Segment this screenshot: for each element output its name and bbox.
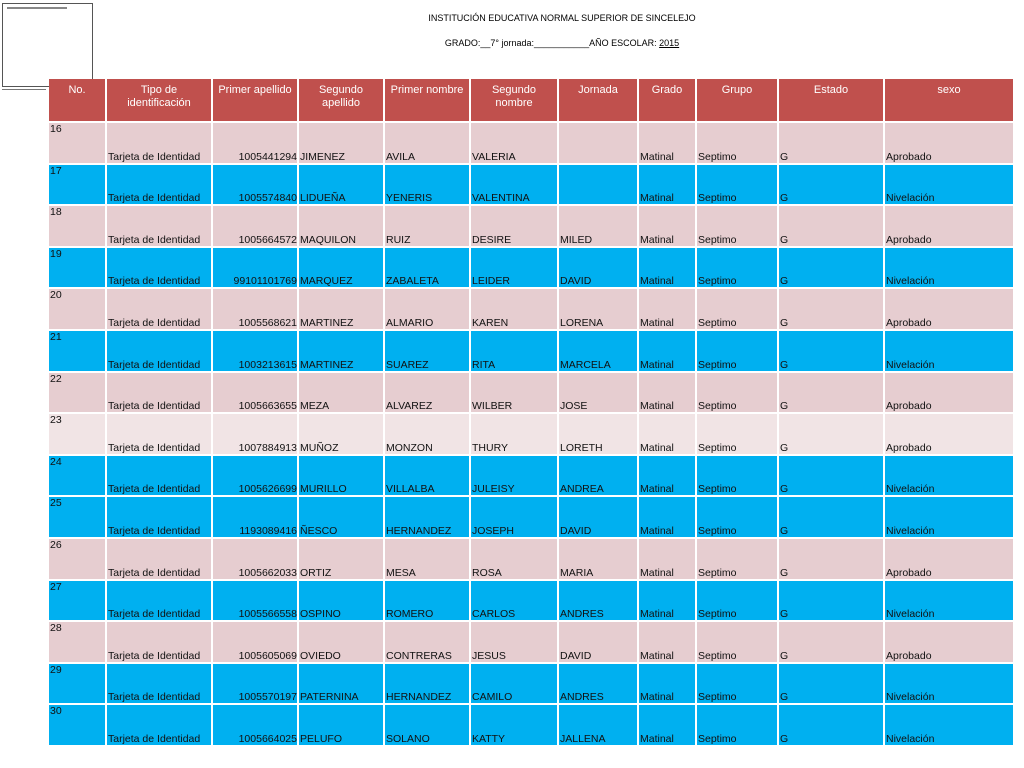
- cell-estado: Aprobado: [885, 373, 1013, 413]
- cell-primer-apellido: MURILLO: [299, 456, 383, 496]
- cell-segundo-nombre: ANDREA: [559, 456, 637, 496]
- col-header-primer-apellido[interactable]: Primer apellido: [213, 79, 297, 121]
- cell-primer-nombre: WILBER: [471, 373, 557, 413]
- cell-grupo: G: [779, 664, 883, 704]
- cell-grupo: G: [779, 705, 883, 745]
- grado-value: __7°: [480, 38, 499, 48]
- cell-tipo-identificacion: Tarjeta de Identidad: [107, 705, 211, 745]
- cell-segundo-nombre: ANDRES: [559, 664, 637, 704]
- cell-grado: Septimo: [697, 456, 777, 496]
- cell-segundo-apellido: MONZON: [385, 414, 469, 454]
- cell-grupo: G: [779, 206, 883, 246]
- cell-id-number: 1005574840: [213, 165, 297, 205]
- cell-id-number: 1007884913: [213, 414, 297, 454]
- cell-estado: Nivelación: [885, 664, 1013, 704]
- cell-id-number: 1193089416: [213, 497, 297, 537]
- cell-segundo-apellido: VILLALBA: [385, 456, 469, 496]
- cell-estado: Aprobado: [885, 622, 1013, 662]
- cell-segundo-nombre: JOSE: [559, 373, 637, 413]
- table-row[interactable]: [49, 206, 1013, 246]
- cell-segundo-nombre: DAVID: [559, 497, 637, 537]
- table-row[interactable]: [49, 456, 1013, 496]
- jornada-value: ___________: [534, 38, 590, 48]
- cell-estado: Nivelación: [885, 456, 1013, 496]
- cell-segundo-apellido: AVILA: [385, 123, 469, 163]
- cell-segundo-apellido: HERNANDEZ: [385, 497, 469, 537]
- cell-primer-nombre: VALENTINA: [471, 165, 557, 205]
- cell-id-number: 1003213615: [213, 331, 297, 371]
- table-row[interactable]: [49, 705, 1013, 745]
- cell-segundo-apellido: ROMERO: [385, 581, 469, 621]
- cell-no: 30: [49, 705, 105, 745]
- cell-id-number: 1005626699: [213, 456, 297, 496]
- cell-primer-apellido: MEZA: [299, 373, 383, 413]
- cell-jornada: Matinal: [639, 622, 695, 662]
- table-row[interactable]: [49, 414, 1013, 454]
- col-header-segundo-nombre[interactable]: Segundo nombre: [471, 79, 557, 121]
- cell-segundo-nombre: JALLENA: [559, 705, 637, 745]
- cell-no: 28: [49, 622, 105, 662]
- cell-primer-nombre: KATTY: [471, 705, 557, 745]
- cell-primer-apellido: PATERNINA: [299, 664, 383, 704]
- cell-jornada: Matinal: [639, 664, 695, 704]
- cell-segundo-apellido: MESA: [385, 539, 469, 579]
- jornada-label: jornada:: [498, 38, 535, 48]
- cell-primer-nombre: RITA: [471, 331, 557, 371]
- cell-primer-nombre: JESUS: [471, 622, 557, 662]
- cell-segundo-apellido: HERNANDEZ: [385, 664, 469, 704]
- cell-grado: Septimo: [697, 705, 777, 745]
- cell-primer-nombre: DESIRE: [471, 206, 557, 246]
- cell-grado: Septimo: [697, 414, 777, 454]
- table-row[interactable]: [49, 497, 1013, 537]
- cell-segundo-nombre: DAVID: [559, 248, 637, 288]
- col-header-estado[interactable]: Estado: [779, 79, 883, 121]
- cell-primer-apellido: OSPINO: [299, 581, 383, 621]
- cell-estado: Nivelación: [885, 165, 1013, 205]
- cell-tipo-identificacion: Tarjeta de Identidad: [107, 331, 211, 371]
- cell-id-number: 1005664572: [213, 206, 297, 246]
- table-row[interactable]: [49, 289, 1013, 329]
- cell-primer-apellido: ÑESCO: [299, 497, 383, 537]
- cell-no: 24: [49, 456, 105, 496]
- cell-segundo-apellido: SUAREZ: [385, 331, 469, 371]
- cell-no: 26: [49, 539, 105, 579]
- cell-grupo: G: [779, 165, 883, 205]
- cell-primer-apellido: ORTIZ: [299, 539, 383, 579]
- cell-id-number: 1005662033: [213, 539, 297, 579]
- table-row[interactable]: [49, 123, 1013, 163]
- cell-jornada: Matinal: [639, 539, 695, 579]
- institution-title: INSTITUCIÓN EDUCATIVA NORMAL SUPERIOR DE SINCELEJO: [428, 13, 696, 23]
- cell-primer-nombre: KAREN: [471, 289, 557, 329]
- cell-jornada: Matinal: [639, 373, 695, 413]
- cell-grupo: G: [779, 248, 883, 288]
- cell-primer-apellido: MUÑOZ: [299, 414, 383, 454]
- cell-tipo-identificacion: Tarjeta de Identidad: [107, 456, 211, 496]
- col-header-grado[interactable]: Grado: [639, 79, 695, 121]
- cell-primer-nombre: THURY: [471, 414, 557, 454]
- cell-primer-apellido: PELUFO: [299, 705, 383, 745]
- cell-tipo-identificacion: Tarjeta de Identidad: [107, 664, 211, 704]
- cell-id-number: 1005664025: [213, 705, 297, 745]
- cell-estado: Nivelación: [885, 581, 1013, 621]
- cell-primer-nombre: JOSEPH: [471, 497, 557, 537]
- table-header-row: [49, 79, 1013, 121]
- cell-no: 19: [49, 248, 105, 288]
- grade-line: [0, 38, 1024, 48]
- cell-grado: Septimo: [697, 123, 777, 163]
- cell-estado: Aprobado: [885, 539, 1013, 579]
- cell-no: 23: [49, 414, 105, 454]
- cell-jornada: Matinal: [639, 414, 695, 454]
- cell-segundo-nombre: [559, 165, 637, 205]
- cell-primer-nombre: CARLOS: [471, 581, 557, 621]
- cell-segundo-apellido: RUIZ: [385, 206, 469, 246]
- cell-grupo: G: [779, 539, 883, 579]
- cell-jornada: Matinal: [639, 123, 695, 163]
- cell-tipo-identificacion: Tarjeta de Identidad: [107, 622, 211, 662]
- year-label: AÑO ESCOLAR:: [589, 38, 660, 48]
- cell-estado: Aprobado: [885, 206, 1013, 246]
- cell-estado: Aprobado: [885, 123, 1013, 163]
- cell-estado: Nivelación: [885, 497, 1013, 537]
- cell-no: 27: [49, 581, 105, 621]
- cell-no: 29: [49, 664, 105, 704]
- cell-no: 18: [49, 206, 105, 246]
- cell-primer-nombre: LEIDER: [471, 248, 557, 288]
- cell-segundo-apellido: ZABALETA: [385, 248, 469, 288]
- students-table: [47, 77, 1015, 747]
- cell-primer-apellido: MARTINEZ: [299, 289, 383, 329]
- cell-id-number: 1005566558: [213, 581, 297, 621]
- cell-grado: Septimo: [697, 581, 777, 621]
- cell-tipo-identificacion: Tarjeta de Identidad: [107, 539, 211, 579]
- cell-primer-apellido: LIDUEÑA: [299, 165, 383, 205]
- cell-grupo: G: [779, 331, 883, 371]
- table-row[interactable]: [49, 373, 1013, 413]
- cell-grado: Septimo: [697, 289, 777, 329]
- cell-no: 21: [49, 331, 105, 371]
- table-row[interactable]: [49, 581, 1013, 621]
- cell-grado: Septimo: [697, 539, 777, 579]
- table-body: [49, 123, 1013, 745]
- cell-jornada: Matinal: [639, 581, 695, 621]
- table-row[interactable]: [49, 539, 1013, 579]
- cell-no: 20: [49, 289, 105, 329]
- cell-segundo-nombre: MILED: [559, 206, 637, 246]
- col-header-primer-nombre[interactable]: Primer nombre: [385, 79, 469, 121]
- cell-primer-apellido: MARTINEZ: [299, 331, 383, 371]
- cell-primer-nombre: ROSA: [471, 539, 557, 579]
- cell-jornada: Matinal: [639, 165, 695, 205]
- cell-id-number: 1005568621: [213, 289, 297, 329]
- cell-estado: Nivelación: [885, 248, 1013, 288]
- cell-estado: Aprobado: [885, 289, 1013, 329]
- cell-grupo: G: [779, 622, 883, 662]
- logo-text-line: [7, 7, 67, 9]
- cell-segundo-nombre: LORETH: [559, 414, 637, 454]
- col-header-sexo[interactable]: sexo: [885, 79, 1013, 121]
- cell-id-number: 1005663655: [213, 373, 297, 413]
- cell-no: 17: [49, 165, 105, 205]
- cell-no: 16: [49, 123, 105, 163]
- cell-segundo-nombre: ANDRES: [559, 581, 637, 621]
- cell-grado: Septimo: [697, 331, 777, 371]
- col-header-jornada[interactable]: Jornada: [559, 79, 637, 121]
- cell-jornada: Matinal: [639, 206, 695, 246]
- cell-id-number: 1005570197: [213, 664, 297, 704]
- cell-jornada: Matinal: [639, 289, 695, 329]
- cell-jornada: Matinal: [639, 248, 695, 288]
- cell-primer-apellido: JIMENEZ: [299, 123, 383, 163]
- cell-grupo: G: [779, 581, 883, 621]
- col-header-tipo[interactable]: Tipo de identificación: [107, 79, 211, 121]
- cell-grado: Septimo: [697, 248, 777, 288]
- cell-grado: Septimo: [697, 622, 777, 662]
- table-row[interactable]: [49, 248, 1013, 288]
- table-row[interactable]: [49, 165, 1013, 205]
- cell-grado: Septimo: [697, 165, 777, 205]
- col-header-segundo-apellido[interactable]: Segundo apellido: [299, 79, 383, 121]
- cell-tipo-identificacion: Tarjeta de Identidad: [107, 248, 211, 288]
- table-row[interactable]: [49, 331, 1013, 371]
- cell-jornada: Matinal: [639, 331, 695, 371]
- cell-segundo-apellido: CONTRERAS: [385, 622, 469, 662]
- cell-grado: Septimo: [697, 206, 777, 246]
- cell-tipo-identificacion: Tarjeta de Identidad: [107, 206, 211, 246]
- cell-estado: Nivelación: [885, 705, 1013, 745]
- cell-estado: Nivelación: [885, 331, 1013, 371]
- cell-id-number: 1005605069: [213, 622, 297, 662]
- cell-grupo: G: [779, 373, 883, 413]
- cell-grupo: G: [779, 497, 883, 537]
- cell-tipo-identificacion: Tarjeta de Identidad: [107, 373, 211, 413]
- grado-label: GRADO:: [444, 38, 481, 48]
- cell-grupo: G: [779, 289, 883, 329]
- cell-tipo-identificacion: Tarjeta de Identidad: [107, 165, 211, 205]
- cell-grado: Septimo: [697, 664, 777, 704]
- cell-segundo-nombre: LORENA: [559, 289, 637, 329]
- col-header-grupo[interactable]: Grupo: [697, 79, 777, 121]
- table-row[interactable]: [49, 622, 1013, 662]
- cell-segundo-apellido: ALVAREZ: [385, 373, 469, 413]
- cell-segundo-nombre: MARCELA: [559, 331, 637, 371]
- table-row[interactable]: [49, 664, 1013, 704]
- cell-primer-nombre: CAMILO: [471, 664, 557, 704]
- cell-segundo-nombre: DAVID: [559, 622, 637, 662]
- cell-grado: Septimo: [697, 373, 777, 413]
- cell-primer-apellido: MARQUEZ: [299, 248, 383, 288]
- year-value: 2015: [659, 38, 680, 48]
- cell-grupo: G: [779, 123, 883, 163]
- cell-no: 22: [49, 373, 105, 413]
- cell-id-number: 1005441294: [213, 123, 297, 163]
- cell-segundo-apellido: YENERIS: [385, 165, 469, 205]
- cell-estado: Aprobado: [885, 414, 1013, 454]
- cell-id-number: 99101101769: [213, 248, 297, 288]
- cell-tipo-identificacion: Tarjeta de Identidad: [107, 581, 211, 621]
- cell-grado: Septimo: [697, 497, 777, 537]
- cell-tipo-identificacion: Tarjeta de Identidad: [107, 289, 211, 329]
- cell-no: 25: [49, 497, 105, 537]
- cell-jornada: Matinal: [639, 497, 695, 537]
- cell-segundo-nombre: [559, 123, 637, 163]
- cell-tipo-identificacion: Tarjeta de Identidad: [107, 497, 211, 537]
- cell-tipo-identificacion: Tarjeta de Identidad: [107, 414, 211, 454]
- cell-segundo-apellido: SOLANO: [385, 705, 469, 745]
- cell-tipo-identificacion: Tarjeta de Identidad: [107, 123, 211, 163]
- cell-segundo-nombre: MARIA: [559, 539, 637, 579]
- cell-grupo: G: [779, 414, 883, 454]
- cell-segundo-apellido: ALMARIO: [385, 289, 469, 329]
- cell-jornada: Matinal: [639, 705, 695, 745]
- cell-primer-nombre: VALERIA: [471, 123, 557, 163]
- stamp-line: [2, 89, 46, 90]
- cell-primer-apellido: MAQUILON: [299, 206, 383, 246]
- cell-primer-apellido: OVIEDO: [299, 622, 383, 662]
- cell-jornada: Matinal: [639, 456, 695, 496]
- col-header-no[interactable]: No.: [49, 79, 105, 121]
- cell-grupo: G: [779, 456, 883, 496]
- cell-primer-nombre: JULEISY: [471, 456, 557, 496]
